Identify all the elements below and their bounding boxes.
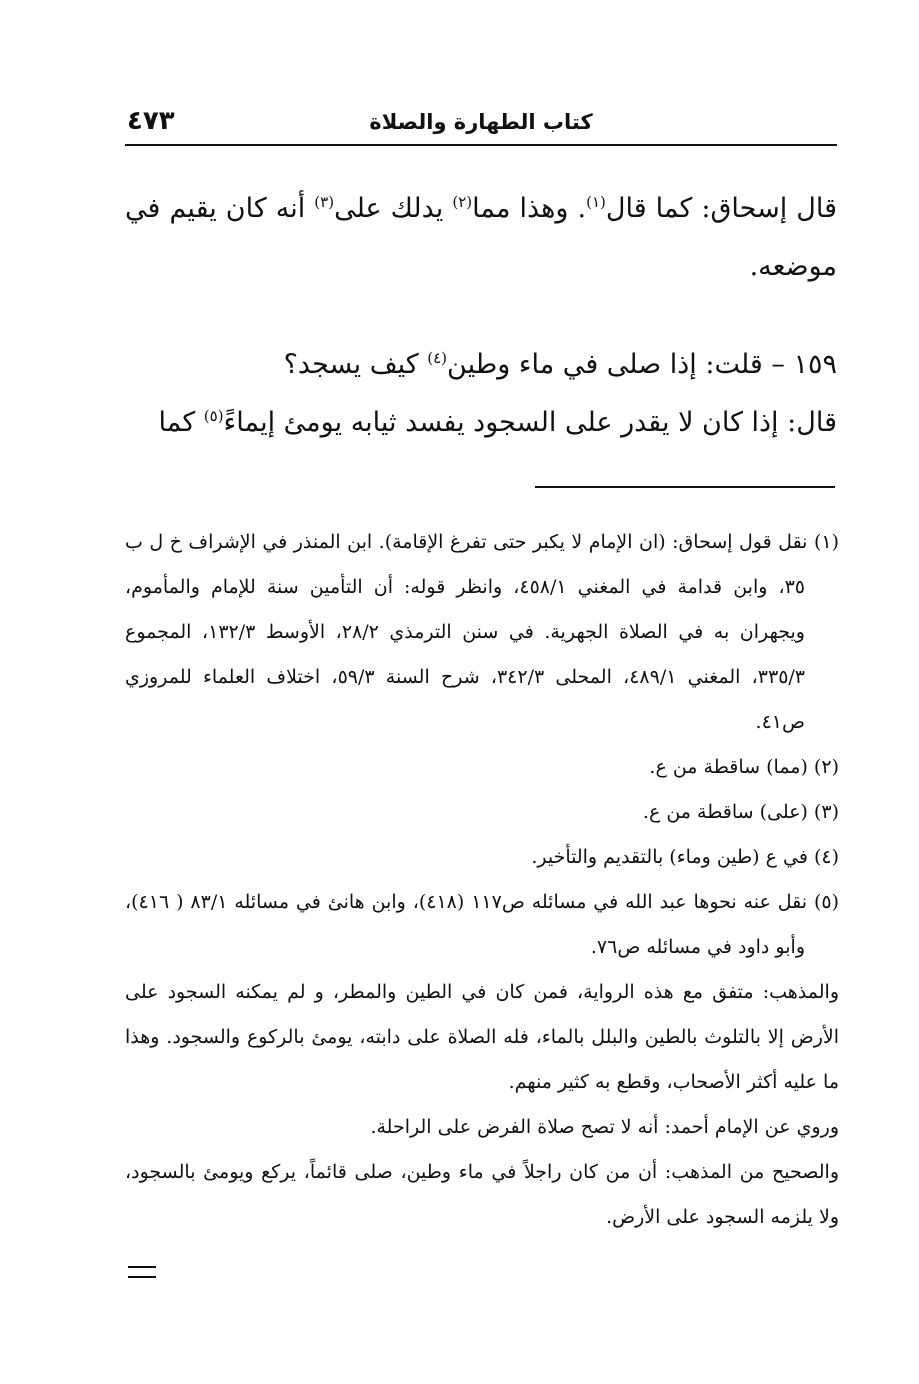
text-run: أنه كان يقيم في موضعه.	[125, 193, 837, 282]
footnote-4: (٤) في ع (طين وماء) بالتقديم والتأخير.	[531, 846, 839, 868]
page-number: ٤٧٣	[127, 106, 175, 136]
continuation-line	[128, 1266, 156, 1268]
text-run: . وهذا مما	[472, 193, 587, 224]
madhhab-note-1: والمذهب: متفق مع هذه الرواية، فمن كان في الطين والمطر، و لم يمكنه السجود على الأرض إلا بالتلوث بالطين والبلل بالماء، فله الصلاة على دابته، يومئ بالركوع والسجود. وهذا ما عليه أكثر الأصحاب، وقطع به كثير منهم.	[125, 981, 839, 1093]
footnote-ref-5: (٥)	[203, 407, 224, 425]
madhhab-note-3: والصحيح من المذهب: أن من كان راجلاً في ماء وطين، صلى قائماً، يركع ويومئ بالسجود، ولا يلزمه السجود على الأرض.	[125, 1161, 839, 1228]
text-run: كيف يسجد؟	[283, 349, 428, 380]
footnote-ref-4: (٤)	[427, 349, 448, 367]
text-run: قال: إذا كان لا يقدر على السجود يفسد ثيابه يومئ إيماءً	[223, 407, 837, 438]
answer-159	[125, 394, 837, 452]
madhhab-note-2: وروي عن الإمام أحمد: أنه لا تصح صلاة الفرض على الراحلة.	[370, 1116, 839, 1138]
footnote-3: (٣) (على) ساقطة من ع.	[642, 801, 839, 823]
text-run: – قلت: إذا صلى في ماء وطين	[447, 349, 794, 380]
footnotes	[125, 520, 839, 1240]
question-159	[125, 336, 837, 394]
footnote-ref-2: (٢)	[452, 193, 473, 211]
footnote-separator	[535, 486, 835, 488]
question-number: ١٥٩	[793, 349, 837, 380]
running-title: كتاب الطهارة والصلاة	[369, 110, 593, 134]
footnote-ref-3: (٣)	[314, 193, 335, 211]
footnote-2: (٢) (مما) ساقطة من ع.	[649, 756, 839, 778]
main-text	[125, 180, 837, 452]
continuation-mark	[128, 1266, 156, 1286]
text-run: كما	[158, 407, 204, 438]
text-run: يدلك على	[334, 193, 453, 224]
continuation-line	[128, 1276, 156, 1278]
page-header	[125, 102, 837, 146]
paragraph-ishaq	[125, 180, 837, 296]
footnote-5: (٥) نقل عنه نحوها عبد الله في مسائله ص١١٧ (٤١٨)، وابن هانئ في مسائله ٨٣/١ ( ٤١٦)، وأبو داود في مسائله ص٧٦.	[125, 891, 840, 958]
footnote-1: (١) نقل قول إسحاق: (ان الإمام لا يكبر حتى تفرغ الإقامة). ابن المنذر في الإشراف خ ل ب ٣٥، وابن قدامة في المغني ٤٥٨/١، وانظر قوله: أن التأمين سنة للإمام والمأموم، ويجهران به في الصلاة الجهرية. في سنن الترمذي ٢٨/٢، الأوسط ١٣٢/٣، المجموع ٣٣٥/٣، المغني ٤٨٩/١، المحلى ٣٤٢/٣، شرح السنة ٥٩/٣، اختلاف العلماء للمروزي ص٤١.	[125, 531, 839, 733]
footnote-ref-1: (١)	[586, 193, 606, 211]
text-run: قال إسحاق: كما قال	[605, 193, 838, 224]
paragraph-gap	[125, 296, 837, 336]
